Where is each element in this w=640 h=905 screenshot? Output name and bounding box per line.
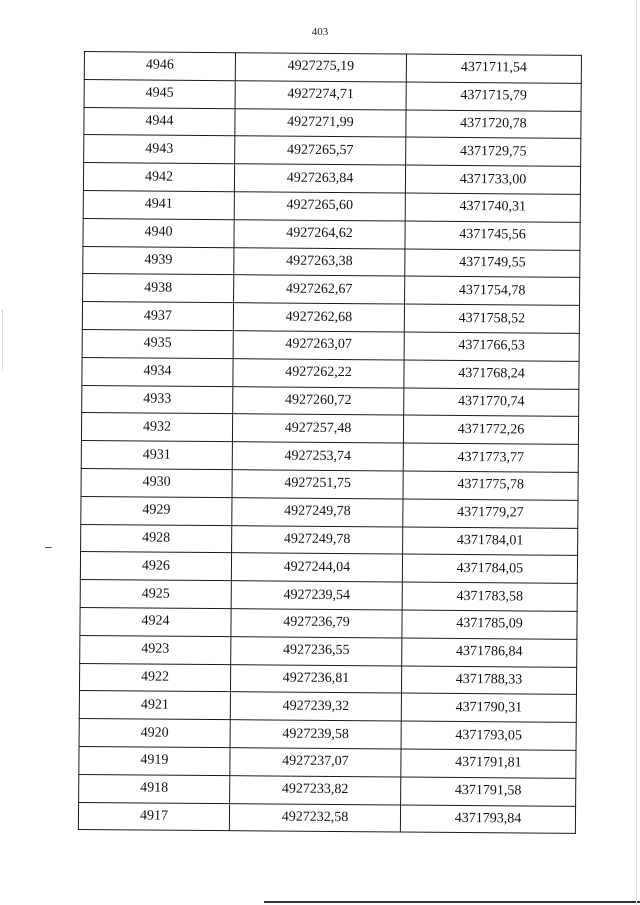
- y-coordinate-cell: 4371754,78: [405, 276, 580, 305]
- y-coordinate-cell: 4371786,84: [402, 638, 577, 667]
- point-number-cell: 4934: [82, 357, 233, 386]
- y-coordinate-cell: 4371715,79: [406, 82, 581, 111]
- x-coordinate-cell: 4927265,60: [234, 192, 405, 221]
- y-coordinate-cell: 4371791,58: [401, 777, 576, 806]
- table-row: [84, 107, 581, 139]
- table-row: [80, 635, 577, 667]
- point-number-cell: 4939: [83, 246, 234, 275]
- page-number: 403: [311, 26, 329, 38]
- y-coordinate-cell: 4371772,26: [403, 415, 578, 444]
- point-number-cell: 4942: [83, 163, 234, 192]
- y-coordinate-cell: 4371729,75: [406, 137, 581, 166]
- y-coordinate-cell: 4371775,78: [403, 471, 578, 500]
- y-coordinate-cell: 4371733,00: [405, 165, 580, 194]
- x-coordinate-cell: 4927251,75: [232, 470, 403, 499]
- table-row: [79, 746, 576, 778]
- point-number-cell: 4930: [81, 468, 232, 497]
- margin-dash-mark: [45, 547, 52, 548]
- point-number-cell: 4938: [83, 274, 234, 303]
- y-coordinate-cell: 4371745,56: [405, 221, 580, 250]
- point-number-cell: 4931: [81, 441, 232, 470]
- point-number-cell: 4946: [84, 52, 235, 81]
- y-coordinate-cell: 4371773,77: [403, 443, 578, 472]
- y-coordinate-cell: 4371768,24: [404, 360, 579, 389]
- point-number-cell: 4932: [81, 413, 232, 442]
- table-row: [82, 357, 579, 389]
- point-number-cell: 4945: [84, 79, 235, 108]
- x-coordinate-cell: 4927236,79: [231, 609, 402, 638]
- margin-binding-dots: [2, 310, 4, 370]
- point-number-cell: 4929: [81, 496, 232, 525]
- table-row: [82, 302, 579, 334]
- x-coordinate-cell: 4927239,58: [230, 720, 401, 749]
- table-row: [81, 413, 578, 445]
- point-number-cell: 4935: [82, 329, 233, 358]
- point-number-cell: 4918: [79, 774, 230, 803]
- y-coordinate-cell: 4371749,55: [405, 249, 580, 278]
- table-row: [83, 163, 580, 195]
- y-coordinate-cell: 4371711,54: [406, 54, 581, 83]
- y-coordinate-cell: 4371784,05: [402, 554, 577, 583]
- table-row: [81, 468, 578, 500]
- y-coordinate-cell: 4371758,52: [404, 304, 579, 333]
- coordinates-table-body: [78, 52, 581, 834]
- y-coordinate-cell: 4371788,33: [401, 666, 576, 695]
- x-coordinate-cell: 4927236,55: [231, 636, 402, 665]
- table-row: [79, 774, 576, 806]
- bottom-rule-line: [264, 901, 640, 903]
- y-coordinate-cell: 4371770,74: [404, 388, 579, 417]
- x-coordinate-cell: 4927249,78: [232, 497, 403, 526]
- point-number-cell: 4921: [79, 691, 230, 720]
- y-coordinate-cell: 4371766,53: [404, 332, 579, 361]
- table-row: [84, 52, 581, 84]
- table-row: [82, 385, 579, 417]
- table-row: [79, 719, 576, 751]
- point-number-cell: 4940: [83, 218, 234, 247]
- table-row: [83, 190, 580, 222]
- y-coordinate-cell: 4371783,58: [402, 582, 577, 611]
- table-row: [83, 274, 580, 306]
- table-row: [81, 441, 578, 473]
- point-number-cell: 4923: [80, 635, 231, 664]
- table-row: [80, 607, 577, 639]
- x-coordinate-cell: 4927237,07: [230, 748, 401, 777]
- x-coordinate-cell: 4927264,62: [234, 219, 405, 248]
- table-row: [84, 79, 581, 111]
- x-coordinate-cell: 4927244,04: [231, 553, 402, 582]
- table-row: [79, 663, 576, 695]
- x-coordinate-cell: 4927253,74: [232, 442, 403, 471]
- y-coordinate-cell: 4371720,78: [406, 110, 581, 139]
- point-number-cell: 4926: [80, 552, 231, 581]
- y-coordinate-cell: 4371791,81: [401, 749, 576, 778]
- point-number-cell: 4919: [79, 746, 230, 775]
- x-coordinate-cell: 4927232,58: [229, 803, 400, 832]
- x-coordinate-cell: 4927275,19: [235, 53, 406, 82]
- x-coordinate-cell: 4927260,72: [233, 386, 404, 415]
- x-coordinate-cell: 4927271,99: [235, 108, 406, 137]
- y-coordinate-cell: 4371793,84: [400, 805, 575, 834]
- table-row: [80, 580, 577, 612]
- x-coordinate-cell: 4927257,48: [232, 414, 403, 443]
- point-number-cell: 4937: [82, 302, 233, 331]
- x-coordinate-cell: 4927262,68: [233, 303, 404, 332]
- table-row: [81, 524, 578, 556]
- point-number-cell: 4943: [84, 135, 235, 164]
- x-coordinate-cell: 4927239,32: [230, 692, 401, 721]
- point-number-cell: 4922: [79, 663, 230, 692]
- table-row: [79, 691, 576, 723]
- y-coordinate-cell: 4371793,05: [401, 721, 576, 750]
- x-coordinate-cell: 4927274,71: [235, 80, 406, 109]
- y-coordinate-cell: 4371784,01: [403, 527, 578, 556]
- table-row: [81, 496, 578, 528]
- point-number-cell: 4928: [81, 524, 232, 553]
- table-row: [82, 329, 579, 361]
- point-number-cell: 4941: [83, 190, 234, 219]
- x-coordinate-cell: 4927263,07: [233, 331, 404, 360]
- table-row: [83, 218, 580, 250]
- x-coordinate-cell: 4927233,82: [230, 775, 401, 804]
- table-row: [84, 135, 581, 167]
- table-row: [80, 552, 577, 584]
- x-coordinate-cell: 4927236,81: [230, 664, 401, 693]
- coordinates-table: [78, 51, 582, 834]
- table-row: [83, 246, 580, 278]
- point-number-cell: 4933: [82, 385, 233, 414]
- point-number-cell: 4917: [78, 802, 229, 831]
- x-coordinate-cell: 4927262,22: [233, 358, 404, 387]
- point-number-cell: 4920: [79, 719, 230, 748]
- x-coordinate-cell: 4927239,54: [231, 581, 402, 610]
- x-coordinate-cell: 4927263,84: [234, 164, 405, 193]
- x-coordinate-cell: 4927249,78: [232, 525, 403, 554]
- y-coordinate-cell: 4371785,09: [402, 610, 577, 639]
- scan-edge-line: [636, 0, 637, 905]
- x-coordinate-cell: 4927263,38: [234, 247, 405, 276]
- point-number-cell: 4925: [80, 580, 231, 609]
- y-coordinate-cell: 4371790,31: [401, 693, 576, 722]
- y-coordinate-cell: 4371779,27: [403, 499, 578, 528]
- table-row: [78, 802, 575, 834]
- y-coordinate-cell: 4371740,31: [405, 193, 580, 222]
- x-coordinate-cell: 4927262,67: [234, 275, 405, 304]
- x-coordinate-cell: 4927265,57: [235, 136, 406, 165]
- point-number-cell: 4944: [84, 107, 235, 136]
- point-number-cell: 4924: [80, 607, 231, 636]
